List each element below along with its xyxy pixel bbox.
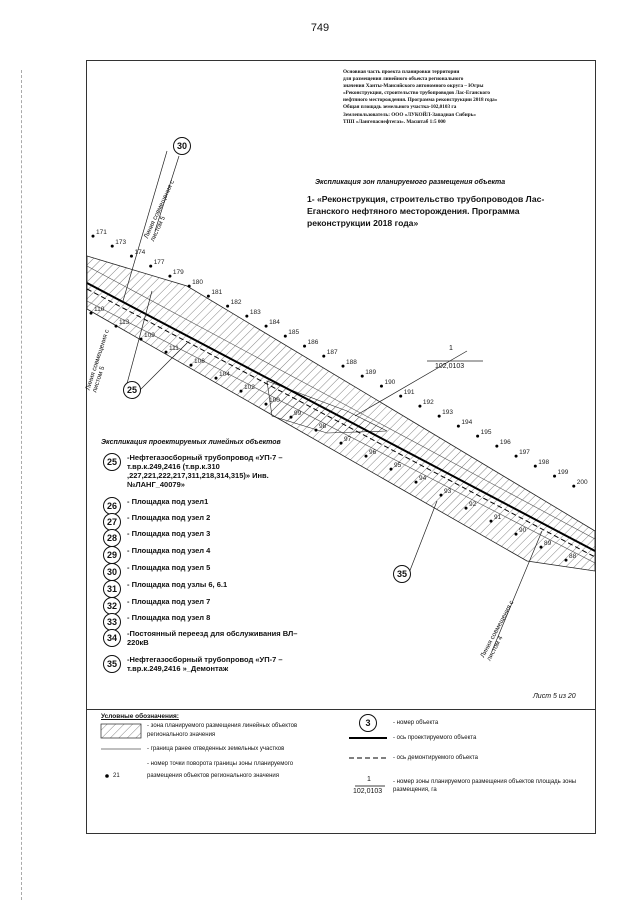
turn-point-label: 95 [394, 462, 402, 470]
turn-point-label: 191 [403, 389, 415, 397]
legend-zone-area: 102,0103 [353, 788, 383, 795]
linear-object-number: 32 [103, 597, 121, 615]
title-line: ТПП «Лангепаснефтегаз». Масштаб 1:5 000 [343, 118, 446, 125]
turn-point-dot [540, 546, 543, 549]
linear-object-number: 31 [103, 580, 121, 598]
turn-point-dot [190, 364, 193, 367]
scan-edge-marks [21, 70, 23, 900]
turn-point-label: 186 [307, 339, 319, 347]
linear-object-label: -Нефтегазосборный трубопровод «УП-7 – т.вр.к.249,2416 »_Демонтаж [127, 655, 283, 673]
turn-point-dot [111, 245, 114, 248]
linear-object-number: 25 [103, 453, 121, 471]
turn-point-dot [342, 365, 345, 368]
linear-object-label: - Площадка под узел 8 [127, 613, 211, 622]
linear-object-label: - Площадка под узлы 6, 6.1 [127, 580, 228, 589]
turn-point-label: 188 [346, 359, 357, 367]
turn-point-label: 92 [469, 501, 477, 509]
linear-object-label: - Площадка под узел 7 [127, 597, 211, 606]
turn-point-dot [390, 468, 393, 471]
turn-point-label: 199 [557, 469, 569, 477]
turn-point-dot [140, 338, 143, 341]
turn-point-label: 91 [494, 514, 502, 522]
linear-object-number: 26 [103, 497, 121, 515]
turn-point-dot [226, 305, 229, 308]
title-line: Землепользователь: ООО «ЛУКОЙЛ-Западная Сибирь» [343, 111, 476, 118]
page-number: 749 [310, 22, 330, 34]
turn-point-dot [215, 377, 218, 380]
turn-point-label: 183 [249, 309, 261, 317]
title-block [343, 69, 583, 126]
turn-point-label: 194 [461, 419, 473, 427]
linear-object-number: 34 [103, 629, 121, 647]
turn-point-label: 190 [384, 379, 396, 387]
turn-point-dot [415, 481, 418, 484]
map-sheet [86, 60, 596, 834]
linear-object-number: 27 [103, 513, 121, 531]
turn-point-label: 109 [144, 332, 155, 340]
linear-object-label: -Постоянный переезд для обслуживания ВЛ–220кВ [127, 629, 298, 647]
turn-point-label: 97 [344, 436, 352, 444]
sheet-label: Лист 5 из 20 [533, 693, 576, 700]
leader-35 [409, 501, 437, 573]
turn-point-label: 187 [326, 349, 338, 357]
turn-point-label: 171 [96, 229, 107, 237]
turn-point-dot [553, 475, 556, 478]
zones-heading: Экспликация зон планируемого размещения объекта [315, 179, 506, 186]
linear-object-number: 30 [103, 563, 121, 581]
callout-35: 35 [393, 565, 411, 583]
turn-point-label: 106 [194, 358, 205, 366]
turn-point-label: 181 [211, 289, 223, 297]
turn-point-label: 99 [294, 410, 302, 418]
match-line-left-label: Линия совмещения с листом 5 [84, 328, 111, 394]
turn-point-dot [207, 295, 210, 298]
turn-point-dot [322, 355, 325, 358]
project-axis [84, 283, 595, 551]
turn-point-dot [284, 335, 287, 338]
boundary-line [84, 301, 595, 563]
legend-object-text: - номер объекта [393, 720, 439, 726]
turn-point-label: 177 [153, 259, 165, 267]
turn-point-dot [490, 520, 493, 523]
callout-30: 30 [173, 137, 191, 155]
turn-point-label: 179 [172, 269, 184, 277]
turn-point-dot [565, 559, 568, 562]
linear-object-label: -Нефтегазосборный трубопровод «УП-7 – т.вр.к.249,2416 (т.вр.к.310 ,227,221,222,217,311,218,314,315)» Инв. №ЛАНГ_40079» [127, 453, 283, 489]
linear-object-number: 33 [103, 613, 121, 631]
title-line: Основная часть проекта планировки территории [343, 69, 460, 75]
zone-label-area: 102,0103 [435, 363, 465, 370]
turn-point-label: 113 [119, 319, 130, 327]
callout-25: 25 [123, 381, 141, 399]
linear-object-label: - Площадка под узел 4 [127, 546, 211, 555]
legend-title: Условные обозначения: [101, 713, 179, 720]
turn-point-dot [130, 255, 133, 258]
turn-point-dot [438, 415, 441, 418]
turn-point-dot [361, 375, 364, 378]
turn-point-dot [399, 395, 402, 398]
turn-point-dot [380, 385, 383, 388]
title-line: Общая площадь земельного участка-102,0103 га [343, 104, 457, 111]
turn-point-label: 189 [365, 369, 377, 377]
title-line: нефтяного месторождения. Программа реконструкции 2018 года» [343, 97, 498, 104]
linear-object-label: - Площадка под узел 2 [127, 513, 211, 522]
linear-object-number: 28 [103, 529, 121, 547]
turn-point-label: 185 [288, 329, 300, 337]
title-line: «Реконструкция, строительство трубопроводов Лас-Еганского [343, 90, 490, 97]
turn-point-dot [265, 403, 268, 406]
turn-point-dot [495, 445, 498, 448]
turn-point-dot [315, 429, 318, 432]
turn-point-dot [440, 494, 443, 497]
turn-point-dot [168, 275, 171, 278]
turn-point-dot [515, 533, 518, 536]
turn-point-dot [476, 435, 479, 438]
turn-point-label: 93 [444, 488, 452, 496]
zone-hatch-symbol [101, 724, 141, 738]
turn-point-label: 98 [319, 423, 327, 431]
turn-point-dot [457, 425, 460, 428]
turn-point-dot [92, 235, 95, 238]
legend-boundary-text: - граница ранее отведенных земельных участков [147, 746, 285, 752]
linear-object-label: - Площадка под узел 3 [127, 529, 211, 538]
legend-point-text: - номер точки поворота границы зоны планируемого размещения объектов регионального значения [147, 761, 294, 779]
turn-point-label: 174 [134, 249, 146, 257]
linear-objects-heading: Экспликация проектируемых линейных объектов [101, 439, 281, 446]
turn-point-dot [418, 405, 421, 408]
match-line-right-label: Линия совмещения с листом 4 [479, 599, 516, 663]
turn-point-dot [465, 507, 468, 510]
linear-object-number: 29 [103, 546, 121, 564]
turn-point-dot [165, 351, 168, 354]
turn-point-label: 197 [519, 449, 530, 457]
legend-zone-text: - зона планируемого размещения линейных объектов регионального значения [147, 723, 298, 738]
turn-point-label: 173 [115, 239, 127, 247]
turn-point-label: 193 [442, 409, 454, 417]
turn-point-label: 90 [519, 527, 527, 535]
turn-point-label: 102 [244, 384, 255, 392]
linear-object-label: - Площадка под узел1 [127, 497, 209, 506]
legend-zone-num: 1 [367, 776, 371, 783]
turn-point-dot [265, 325, 268, 328]
turn-point-label: 184 [269, 319, 280, 327]
turn-point-label: 195 [480, 429, 492, 437]
turn-point-dot [340, 442, 343, 445]
turn-point-label: 110 [94, 306, 105, 314]
turn-point-label: 96 [369, 449, 377, 457]
linear-object-number: 35 [103, 655, 121, 673]
legend-demolish-text: - ось демонтируемого объекта [393, 755, 478, 761]
turn-point-dot [188, 285, 191, 288]
turn-point-label: 200 [576, 479, 588, 487]
turn-point-label: 196 [499, 439, 511, 447]
linear-object-label: - Площадка под узел 5 [127, 563, 211, 572]
zone-item: 1- «Реконструкция, строительство трубопроводов Лас-Еганского нефтяного месторождения. Программа реконструкции 2018 года» [307, 194, 545, 228]
point-symbol [105, 774, 109, 778]
title-line: для размещения линейного объекта регионального [343, 76, 464, 83]
turn-point-dot [572, 485, 575, 488]
turn-point-label: 88 [569, 553, 577, 561]
turn-point-dot [290, 416, 293, 419]
turn-point-label: 182 [230, 299, 242, 307]
legend-point-num: 21 [113, 773, 120, 779]
turn-point-label: 111 [169, 345, 179, 353]
turn-point-dot [90, 312, 93, 315]
turn-point-dot [245, 315, 248, 318]
turn-point-label: 180 [192, 279, 204, 287]
turn-point-dot [515, 455, 518, 458]
legend-zone-num-text: - номер зоны планируемого размещения объектов площадь зоны размещения, га [393, 779, 577, 793]
turn-point-dot [365, 455, 368, 458]
zone-label-number: 1 [449, 345, 453, 352]
title-line: значения Ханты-Мансийского автономного округа – Югры [343, 83, 484, 90]
turn-point-label: 100 [269, 397, 280, 405]
legend-axis-text: - ось проектируемого объекта [393, 735, 477, 741]
turn-point-label: 198 [538, 459, 550, 467]
turn-point-dot [534, 465, 537, 468]
match-line-top-label: Линия совмещения с листом 5 [142, 179, 177, 243]
legend-object-num: 3 [359, 714, 377, 732]
legend-box [87, 709, 595, 834]
turn-point-label: 94 [419, 475, 427, 483]
turn-point-label: 89 [544, 540, 552, 548]
turn-point-dot [240, 390, 243, 393]
turn-point-dot [303, 345, 306, 348]
turn-point-label: 192 [422, 399, 434, 407]
turn-point-label: 104 [219, 371, 230, 379]
turn-point-dot [149, 265, 152, 268]
